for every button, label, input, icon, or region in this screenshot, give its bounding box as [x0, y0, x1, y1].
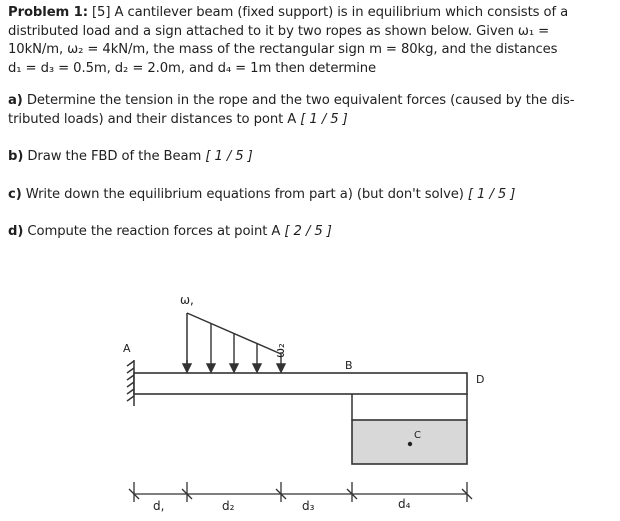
- label-d2: d₂: [222, 499, 235, 513]
- label-c: C: [414, 430, 421, 441]
- label-d4: d₄: [398, 497, 411, 511]
- fixed-support: [127, 360, 134, 406]
- problem-line-4: d₁ = d₃ = 0.5m, d₂ = 2.0m, and d₄ = 1m then determine: [8, 60, 377, 76]
- label-d1: d,: [153, 499, 165, 513]
- problem-line-3: 10kN/m, ω₂ = 4kN/m, the mass of the rectangular sign m = 80kg, and the distances: [8, 42, 558, 57]
- beam: [134, 373, 467, 394]
- label-w2: ω₂: [273, 343, 287, 358]
- part-d: d) Compute the reaction forces at point A [ 2 / 5 ]: [8, 224, 332, 239]
- label-d3: d₃: [302, 499, 315, 513]
- label-w1: ω,: [180, 293, 194, 307]
- center-of-mass-point: [408, 442, 412, 446]
- problem-text: [8, 4, 612, 242]
- part-a-score: [ 1 / 5 ]: [300, 111, 348, 127]
- label-d: D: [476, 373, 485, 386]
- problem-heading: Problem 1: [5]: [8, 5, 111, 20]
- rectangular-sign: [352, 394, 467, 464]
- part-c: c) Write down the equilibrium equations from part a) (but don't solve) [ 1 / 5 ]: [8, 186, 516, 202]
- part-c-score: [ 1 / 5 ]: [467, 186, 516, 202]
- part-d-score: [ 2 / 5 ]: [284, 224, 332, 239]
- problem-line-1: A cantilever beam (fixed support) is in equilibrium which consists of a: [114, 5, 569, 20]
- label-b: B: [345, 359, 353, 372]
- part-b: b) Draw the FBD of the Beam [ 1 / 5 ]: [8, 149, 253, 164]
- label-a: A: [123, 342, 131, 355]
- part-b-score: [ 1 / 5 ]: [205, 149, 253, 164]
- load-arrows: [183, 324, 285, 372]
- part-a: a) Determine the tension in the rope and the two equivalent forces (caused by the dis- tributed loads) and their distances to pont A [ 1 / 5 ]: [8, 93, 575, 127]
- problem-statement: [8, 4, 612, 78]
- beam-figure: [0, 268, 620, 521]
- problem-line-2: distributed load and a sign attached to it by two ropes as shown below. Given ω₁ =: [8, 23, 550, 39]
- dimension-line: [129, 482, 472, 502]
